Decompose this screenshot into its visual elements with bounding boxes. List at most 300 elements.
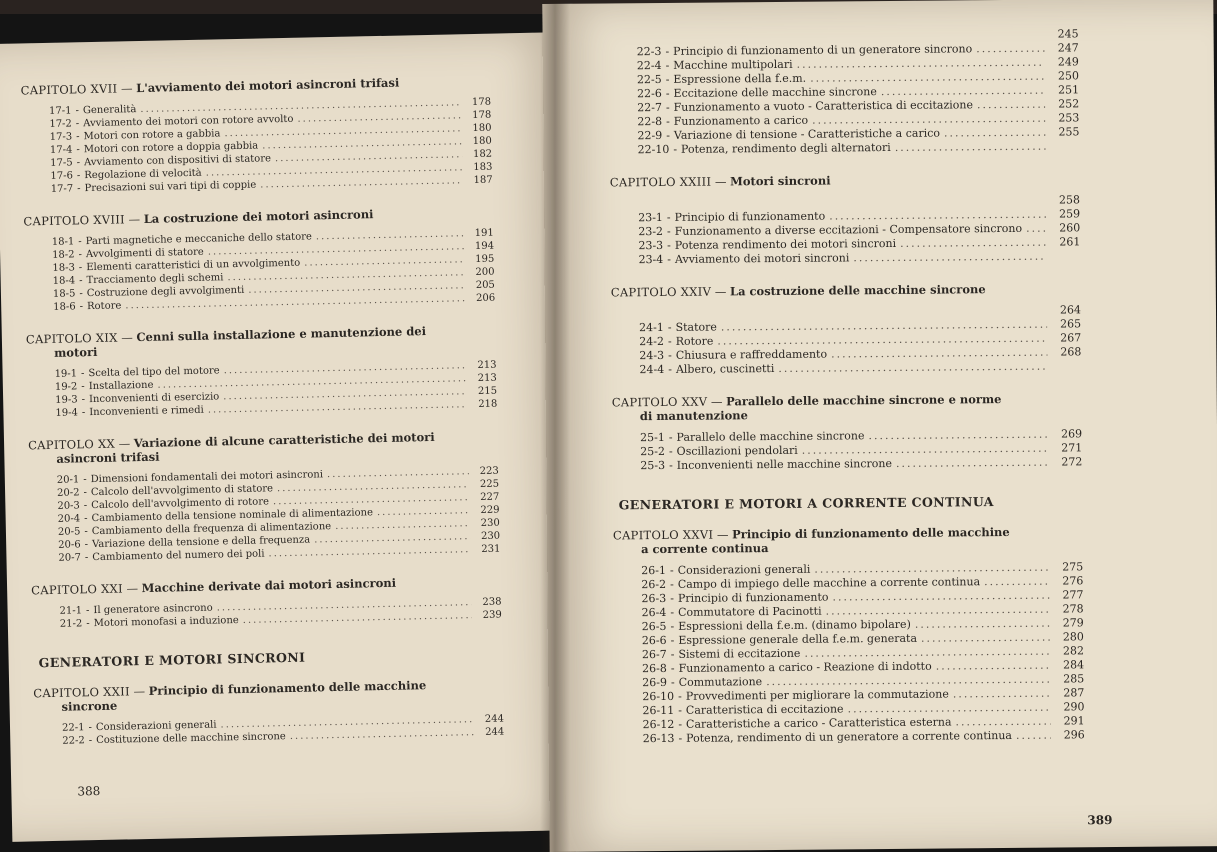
- toc-entry-number: 24-1: [639, 320, 664, 335]
- toc-entry-page: 223: [479, 465, 499, 477]
- toc-entry-separator: -: [670, 619, 675, 633]
- toc-entry-title: Calcolo dell'avvolgimento di rotore: [91, 496, 270, 512]
- toc-entry-title: Chiusura e raffreddamento: [675, 347, 828, 362]
- toc-entry-separator: -: [83, 474, 87, 486]
- chapter-block: [21, 74, 493, 197]
- toc-entry-separator: -: [670, 633, 675, 647]
- chapter-name: Principio di funzionamento delle macchine: [148, 678, 427, 698]
- toc-entry-number: 26-2: [641, 577, 667, 592]
- toc-entry-separator: -: [76, 144, 80, 156]
- toc-entry-leader: [1026, 222, 1046, 236]
- toc-entry-number: 23-4: [638, 252, 664, 267]
- toc-entry-title: Generalità: [82, 104, 137, 117]
- toc-entry-number: 22-2: [62, 735, 85, 747]
- chapter-name: Cenni sulla installazione e manutenzione dei: [136, 324, 427, 345]
- chapter-name-continued: di manutenzione: [639, 408, 748, 424]
- toc-entry-separator: -: [666, 128, 670, 142]
- toc-entry-page: 252: [1058, 97, 1080, 111]
- toc-entry-leader: [977, 98, 1045, 113]
- toc-entry-separator: -: [78, 262, 83, 274]
- toc-entry-number: 19-3: [55, 394, 78, 406]
- toc-entry-separator: -: [81, 407, 86, 419]
- toc-entry-separator: -: [678, 717, 683, 731]
- chapter-label: CAPITOLO XX: [27, 436, 116, 453]
- left-chapters-after: [33, 677, 504, 749]
- toc-entry-title: Installazione: [88, 379, 154, 393]
- toc-entry-number: 20-7: [58, 552, 82, 564]
- toc-entry-separator: -: [84, 552, 89, 564]
- toc-entry-page: 287: [1063, 686, 1085, 700]
- toc-entry-leader: [976, 42, 1045, 57]
- toc-entry-title: Potenza, rendimento di un generatore a corrente continua: [686, 728, 1013, 745]
- toc-entry-page: 272: [1061, 455, 1083, 469]
- chapter-name-continued: asincroni trifasi: [56, 449, 160, 466]
- toc-entry-page: 277: [1062, 588, 1084, 602]
- chapter-title: [26, 323, 496, 361]
- toc-entry-number: 18-3: [52, 262, 75, 274]
- toc-entry-separator: -: [83, 487, 88, 499]
- toc-entry-leader: [868, 428, 1048, 444]
- toc-entry-title: Principio di funzionamento di un generatore sincrono: [673, 42, 973, 58]
- toc-entry-number: 26-9: [642, 675, 668, 690]
- toc-entry-number: 25-1: [640, 430, 665, 445]
- toc-entry-page: 187: [473, 174, 493, 187]
- left-page-content: [21, 74, 505, 767]
- toc-entry-title: Avvolgimenti di statore: [85, 246, 204, 261]
- toc-entry-title: Principio di funzionamento: [674, 209, 826, 224]
- toc-entry-number: 26-5: [641, 619, 667, 634]
- toc-entry-number: 18-4: [52, 275, 76, 287]
- toc-entry-separator: -: [76, 131, 80, 143]
- toc-entry-number: 19-2: [54, 381, 78, 393]
- toc-entry-number: 22-9: [637, 128, 663, 143]
- chapter-label: CAPITOLO XXV: [611, 394, 708, 410]
- toc-entry-separator: -: [678, 731, 683, 745]
- toc-entry-leader: [900, 236, 1046, 251]
- toc-entry: [610, 249, 1080, 267]
- toc-entry-title: Commutatore di Pacinotti: [677, 604, 822, 619]
- toc-entry-title: Motori con rotore a gabbia: [83, 128, 221, 143]
- toc-entry-title: Elementi caratteristici di un avvolgimento: [86, 257, 301, 274]
- toc-entry-page: 282: [1062, 644, 1085, 658]
- toc-entry-number: 17-4: [49, 144, 73, 156]
- toc-entry-separator: -: [79, 275, 83, 287]
- toc-entry-page: 276: [1062, 574, 1084, 588]
- toc-entry-number: 20-6: [58, 539, 81, 551]
- toc-entry-number: 22-4: [636, 58, 662, 73]
- toc-entry-title: Rotore: [86, 300, 122, 313]
- toc-entry-page: 182: [472, 148, 493, 161]
- toc-entry-separator: -: [78, 236, 82, 248]
- chapter-name: L'avviamento dei motori asincroni trifasi: [136, 75, 400, 96]
- toc-entry-number: 22-6: [637, 86, 662, 101]
- right-chapters-before: [610, 171, 1083, 473]
- toc-entry-page: 178: [471, 96, 492, 109]
- toc-entry-title: Caratteristiche a carico - Caratteristica esterna: [685, 715, 952, 731]
- right-page-content: [609, 27, 1085, 764]
- toc-entry-page: 271: [1061, 441, 1083, 455]
- toc-entry-separator: -: [678, 689, 682, 703]
- chapter-dash: —: [124, 211, 144, 227]
- chapter-title: [613, 524, 1083, 556]
- toc-entry-separator: -: [76, 170, 81, 182]
- toc-entry-page: 258: [1058, 193, 1081, 207]
- toc-entry-number: 26-6: [641, 633, 667, 648]
- toc-entry-number: 21-2: [59, 618, 83, 630]
- toc-entry-title: Provvedimenti per migliorare la commutazione: [685, 687, 949, 703]
- toc-entry-page: 245: [1057, 27, 1079, 41]
- chapter-label: CAPITOLO XXIII: [609, 174, 712, 190]
- toc-entry-separator: -: [86, 618, 90, 630]
- toc-entry-title: Funzionamento a vuoto - Caratteristica di eccitazione: [673, 98, 974, 114]
- toc-entry-leader: [936, 659, 1051, 674]
- toc-entry-page: 278: [1062, 602, 1084, 616]
- toc-entry-number: 26-1: [641, 563, 667, 578]
- toc-entry-title: Cambiamento della frequenza di alimentazione: [91, 521, 332, 538]
- toc-entry-page: 267: [1060, 331, 1082, 345]
- toc-entry-number: 17-1: [49, 105, 72, 117]
- toc-entry-number: 23-2: [638, 224, 664, 239]
- toc-entry-title: Variazione della tensione e della frequenza: [91, 534, 311, 551]
- toc-entry-page: 213: [477, 359, 497, 371]
- toc-entry-title: Motori monofasi a induzione: [93, 615, 239, 630]
- toc-entry-separator: -: [668, 362, 672, 376]
- chapter-block: [613, 524, 1085, 746]
- toc-entry-number: 19-4: [55, 407, 79, 419]
- toc-entry-number: 22-7: [637, 100, 662, 115]
- chapter-title: [21, 74, 491, 98]
- toc-entry-page: 275: [1062, 560, 1084, 574]
- toc-entry-title: Campo di impiego delle macchine a corrente continua: [677, 575, 981, 591]
- toc-entry-separator: -: [668, 444, 673, 458]
- toc-entry-separator: -: [83, 500, 88, 512]
- chapter-label: CAPITOLO XXII: [33, 684, 131, 701]
- page-number: 389: [1087, 813, 1113, 828]
- toc-entry-page: 215: [477, 385, 498, 397]
- toc-entry-page: 259: [1059, 207, 1081, 221]
- chapter-block: [26, 323, 498, 421]
- toc-entry-page: 200: [475, 266, 495, 279]
- toc-entry: [612, 455, 1082, 473]
- toc-entry-page: 291: [1063, 714, 1085, 728]
- toc-entry-number: 19-1: [54, 368, 78, 380]
- toc-entry-page: 239: [482, 609, 502, 621]
- toc-entry-title: Oscillazioni pendolari: [676, 443, 798, 458]
- toc-entry-title: Potenza, rendimento degli alternatori: [680, 140, 891, 156]
- toc-entry-separator: -: [670, 675, 675, 689]
- chapter-title: [23, 205, 493, 229]
- toc-entry-page: 244: [485, 726, 505, 738]
- toc-entry-title: Tracciamento degli schemi: [86, 272, 224, 287]
- toc-entry-separator: -: [668, 430, 673, 444]
- chapter-title: [611, 281, 1081, 299]
- toc-entry-page: 261: [1059, 235, 1081, 249]
- chapter-name: Variazione di alcune caratteristiche dei motori: [133, 429, 435, 451]
- toc-entry-title: Statore: [675, 320, 717, 334]
- toc-entry-separator: -: [670, 661, 675, 675]
- toc-entry-page: 180: [472, 122, 492, 135]
- toc-entry-separator: -: [665, 58, 670, 72]
- right-part-title: GENERATORI E MOTORI A CORRENTE CONTINUA: [618, 494, 994, 513]
- toc-entry-number: 24-2: [639, 334, 665, 349]
- chapter-dash: —: [711, 284, 731, 299]
- right-page: [542, 0, 1217, 852]
- toc-entry-separator: -: [673, 142, 678, 156]
- chapter-title: [33, 677, 503, 715]
- toc-entry-title: Avviamento con dispositivi di statore: [83, 153, 272, 169]
- toc-entry-leader: [1016, 729, 1051, 743]
- toc-entry-separator: -: [667, 238, 671, 252]
- toc-entry-title: Costituzione delle macchine sincrone: [96, 731, 286, 747]
- toc-entry-number: 18-6: [53, 301, 76, 313]
- toc-entry-title: Parti magnetiche e meccaniche dello statore: [85, 231, 312, 248]
- toc-entry-separator: -: [670, 591, 674, 605]
- toc-entry-separator: -: [79, 288, 83, 300]
- toc-entry-separator: -: [670, 647, 675, 661]
- chapter-label: CAPITOLO XVIII: [23, 212, 126, 229]
- right-lead-entries: [609, 27, 1080, 157]
- toc-entry-page: 230: [480, 517, 500, 529]
- toc-entry-title: Scelta del tipo del motore: [88, 365, 220, 380]
- chapter-name: Motori sincroni: [730, 173, 831, 189]
- chapter-label: CAPITOLO XXI: [31, 581, 124, 598]
- toc-entry-page: 206: [475, 292, 496, 305]
- toc-entry-leader: [881, 84, 1045, 99]
- toc-entry-number: 17-5: [50, 157, 73, 169]
- chapter-dash: —: [707, 394, 727, 409]
- toc-entry-page: 296: [1063, 728, 1085, 742]
- toc-entry-number: 25-3: [640, 458, 666, 473]
- toc-entry-title: Calcolo dell'avvolgimento di statore: [90, 483, 274, 499]
- toc-entry-title: Precisazioni sui vari tipi di coppie: [84, 179, 257, 195]
- toc-entry-leader: [944, 126, 1046, 141]
- chapter-block: [33, 677, 504, 749]
- chapter-name: Parallelo delle macchine sincrone e norme: [726, 392, 1002, 409]
- toc-entry-title: Dimensioni fondamentali dei motori asincroni: [90, 469, 324, 486]
- toc-entry-leader: [953, 687, 1051, 702]
- chapter-name-continued: motori: [54, 344, 98, 360]
- toc-entry-page: 264: [1059, 303, 1082, 317]
- toc-entry-page: 290: [1063, 700, 1085, 714]
- chapter-block: [31, 574, 502, 632]
- toc-entry-separator: -: [670, 577, 674, 591]
- toc-entry-title: Cambiamento della tensione nominale di alimentazione: [91, 507, 374, 525]
- toc-entry-title: Considerazioni generali: [95, 719, 217, 734]
- toc-entry-number: 17-6: [50, 170, 74, 182]
- toc-entry-separator: -: [84, 539, 89, 551]
- chapter-dash: —: [114, 436, 134, 451]
- toc-entry-page: 251: [1058, 83, 1080, 97]
- toc-entry-page: 213: [477, 372, 497, 384]
- toc-entry-title: Espressione generale della f.e.m. generata: [678, 631, 918, 647]
- toc-entry-page: 191: [474, 227, 494, 240]
- toc-entry-page: 284: [1063, 658, 1085, 672]
- chapter-block: [23, 205, 495, 315]
- toc-entry-separator: -: [665, 72, 670, 86]
- toc-entry-page: 180: [472, 135, 492, 148]
- toc-entry-separator: -: [76, 157, 81, 169]
- toc-entry-page: 225: [479, 478, 500, 490]
- toc-entry-page: 178: [472, 109, 492, 122]
- toc-entry-number: 18-1: [51, 236, 75, 248]
- chapter-block: [28, 429, 501, 566]
- toc-entry-page: 285: [1063, 672, 1085, 686]
- toc-entry-title: Funzionamento a carico - Reazione di indotto: [678, 659, 932, 675]
- toc-entry-title: Inconvenienti nelle macchine sincrone: [676, 456, 893, 472]
- toc-entry-separator: -: [77, 183, 81, 195]
- toc-entry-separator: -: [88, 722, 93, 734]
- chapter-name: Macchine derivate dai motori asincroni: [141, 575, 397, 596]
- left-part-title: GENERATORI E MOTORI SINCRONI: [38, 649, 306, 671]
- chapter-name: La costruzione dei motori asincroni: [143, 207, 374, 226]
- toc-entry-separator: -: [678, 703, 682, 717]
- toc-entry-number: 26-10: [642, 689, 675, 704]
- toc-entry-number: 26-13: [642, 731, 675, 746]
- toc-entry-title: Parallelo delle macchine sincrone: [676, 429, 865, 444]
- toc-entry-page: 183: [473, 161, 493, 174]
- toc-entry: [611, 359, 1081, 377]
- toc-entry-separator: -: [81, 394, 86, 406]
- toc-entry-title: Rotore: [675, 334, 714, 348]
- toc-entry-leader: [290, 726, 475, 743]
- toc-entry-number: 26-8: [642, 661, 667, 676]
- toc-entry-separator: -: [667, 320, 672, 334]
- toc-entry-separator: -: [669, 563, 674, 577]
- toc-entry-number: 24-3: [639, 348, 665, 363]
- chapter-name-continued: a corrente continua: [641, 541, 769, 557]
- toc-entry-number: 22-3: [636, 44, 662, 59]
- toc-entry-separator: -: [75, 118, 80, 130]
- toc-entry-page: 244: [484, 713, 505, 725]
- toc-entry-number: 26-3: [641, 591, 667, 606]
- toc-entry-number: 17-2: [49, 118, 72, 130]
- toc-entry-page: 230: [480, 530, 501, 542]
- toc-entry-page: 260: [1059, 221, 1081, 235]
- chapter-label: CAPITOLO XIX: [25, 330, 118, 347]
- chapter-dash: —: [129, 683, 149, 699]
- toc-entry-title: Eccitazione delle macchine sincrone: [673, 85, 877, 100]
- toc-entry-leader: [921, 631, 1050, 646]
- toc-entry-leader: [955, 715, 1050, 730]
- chapter-label: CAPITOLO XVII: [20, 81, 118, 98]
- toc-entry-number: 20-2: [57, 487, 80, 499]
- toc-entry-title: Caratteristica di eccitazione: [685, 702, 844, 717]
- toc-entry-number: 20-3: [57, 500, 80, 512]
- toc-entry-number: 18-2: [52, 249, 75, 261]
- toc-entry-number: 26-4: [641, 605, 667, 620]
- toc-entry-separator: -: [84, 513, 88, 525]
- toc-entry-separator: -: [665, 100, 670, 114]
- toc-entry-separator: -: [81, 381, 85, 393]
- toc-entry-number: 26-11: [642, 703, 675, 718]
- toc-entry-separator: -: [666, 210, 671, 224]
- chapter-name-continued: sincrone: [61, 698, 118, 714]
- toc-entry-leader: [778, 360, 1047, 376]
- chapter-block: [610, 171, 1081, 267]
- left-chapters-before: [21, 74, 502, 632]
- toc-entry-number: 17-3: [49, 131, 73, 143]
- toc-entry-title: Regolazione di velocità: [84, 167, 202, 182]
- toc-entry-number: 20-5: [57, 526, 81, 538]
- toc-entry-separator: -: [75, 105, 80, 117]
- toc-entry-leader: [984, 575, 1049, 590]
- chapter-label: CAPITOLO XXIV: [610, 284, 712, 300]
- toc-entry-title: Funzionamento a diverse eccitazioni - Compensatore sincrono: [674, 221, 1023, 238]
- toc-entry-number: 26-12: [642, 717, 675, 732]
- toc-entry-separator: -: [665, 86, 670, 100]
- chapter-title: [610, 171, 1080, 189]
- toc-entry-leader: [896, 456, 1048, 471]
- toc-entry-number: 22-1: [61, 722, 85, 734]
- toc-entry-title: Costruzione degli avvolgimenti: [86, 284, 245, 300]
- chapter-label: CAPITOLO XXVI: [612, 527, 714, 543]
- toc-entry-leader: [915, 617, 1050, 632]
- toc-entry-page: 249: [1057, 55, 1079, 69]
- chapter-dash: —: [713, 527, 733, 542]
- toc-entry-page: 268: [1060, 345, 1082, 359]
- toc-entry-leader: [853, 250, 1046, 266]
- toc-entry-number: 17-7: [50, 183, 74, 195]
- toc-entry-title: Motori con rotore a doppia gabbia: [83, 140, 259, 156]
- toc-entry-number: 23-3: [638, 238, 664, 253]
- toc-entry-separator: -: [80, 368, 85, 380]
- toc-entry-number: 22-8: [637, 114, 663, 129]
- chapter-block: [611, 281, 1082, 377]
- chapter-title: [612, 391, 1082, 423]
- toc-entry-separator: -: [78, 249, 83, 261]
- chapter-dash: —: [117, 81, 137, 96]
- toc-entry-title: Funzionamento a carico: [673, 113, 809, 128]
- toc-entry-page: 279: [1062, 616, 1084, 630]
- toc-entry-number: 22-10: [637, 142, 670, 157]
- chapter-name: Principio di funzionamento delle macchine: [732, 524, 1010, 542]
- chapter-title: [28, 429, 498, 467]
- toc-entry-title: Avviamento dei motori con rotore avvolto: [83, 113, 294, 130]
- toc-entry-number: 23-1: [638, 210, 663, 225]
- toc-entry-title: Avviamento dei motori sincroni: [674, 251, 850, 266]
- toc-entry-title: Variazione di tensione - Caratteristiche a carico: [673, 126, 941, 142]
- toc-entry-number: 24-4: [639, 362, 665, 377]
- toc-entry-separator: -: [668, 458, 673, 472]
- toc-entry-separator: -: [85, 605, 90, 617]
- toc-entry-number: 20-4: [57, 513, 81, 525]
- chapter-dash: —: [122, 581, 142, 596]
- chapter-dash: —: [711, 174, 731, 189]
- toc-entry-title: Macchine multipolari: [673, 57, 793, 72]
- toc-entry-page: 194: [474, 240, 495, 253]
- toc-entry: [615, 728, 1085, 746]
- page-number: 388: [77, 783, 101, 799]
- toc-entry-title: Albero, cuscinetti: [675, 362, 775, 376]
- toc-entry-page: 238: [482, 596, 502, 608]
- toc-entry-title: Sistemi di eccitazione: [678, 646, 801, 661]
- chapter-block: [612, 391, 1083, 473]
- chapter-title: [31, 574, 501, 598]
- toc-entry-title: Inconvenienti e rimedi: [89, 404, 204, 419]
- chapter-name: La costruzione delle macchine sincrone: [729, 282, 986, 299]
- toc-entry-page: 269: [1061, 427, 1083, 441]
- toc-entry-separator: -: [667, 252, 672, 266]
- toc-entry-separator: -: [88, 735, 93, 747]
- toc-entry-page: 227: [480, 491, 500, 503]
- toc-entry-number: 18-5: [52, 288, 76, 300]
- toc-entry-leader: [895, 140, 1046, 155]
- toc-entry-title: Il generatore asincrono: [93, 602, 213, 617]
- toc-entry-page: 205: [475, 279, 495, 292]
- toc-entry-separator: -: [666, 224, 671, 238]
- toc-entry-page: 253: [1058, 111, 1080, 125]
- toc-entry-page: 265: [1060, 317, 1082, 331]
